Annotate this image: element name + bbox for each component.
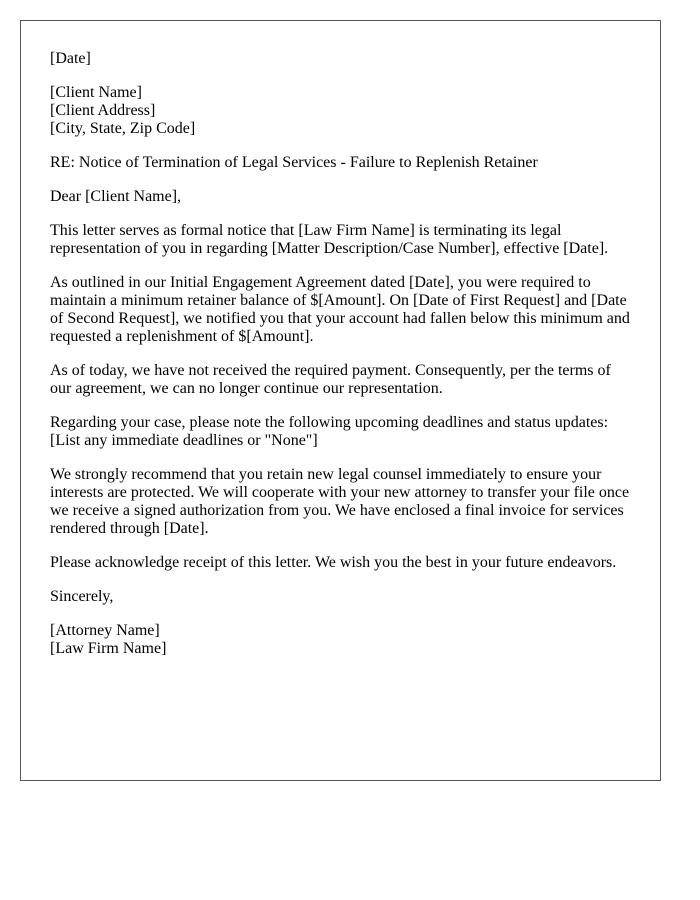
- client-address-block: [50, 84, 632, 138]
- client-city-state-zip: [City, State, Zip Code]: [50, 120, 196, 137]
- letter-date: [Date]: [50, 50, 91, 67]
- signature-block: [50, 622, 632, 658]
- body-paragraph: As outlined in our Initial Engagement Agreement dated [Date], you were required to maintain a minimum retainer balance of $[Amount]. On [Date of First Request] and [Date of Second Request], we notified you that your account had fallen below this minimum and requested a replenishment of $[Amount].: [50, 274, 630, 345]
- attorney-name: [Attorney Name]: [50, 622, 160, 639]
- body-paragraph: Please acknowledge receipt of this letter. We wish you the best in your future endeavors.: [50, 554, 617, 571]
- client-address: [Client Address]: [50, 102, 156, 119]
- closing: Sincerely,: [50, 588, 114, 605]
- subject-line: RE: Notice of Termination of Legal Services - Failure to Replenish Retainer: [50, 154, 538, 171]
- letter-page: [20, 20, 661, 781]
- deadlines-intro: Regarding your case, please note the following upcoming deadlines and status updates:: [50, 414, 609, 431]
- deadlines-paragraph: [50, 414, 632, 450]
- body-paragraph: As of today, we have not received the required payment. Consequently, per the terms of our agreement, we can no longer continue our representation.: [50, 362, 611, 397]
- deadlines-placeholder: [List any immediate deadlines or "None"]: [50, 432, 318, 449]
- client-name: [Client Name]: [50, 84, 142, 101]
- body-paragraph: We strongly recommend that you retain new legal counsel immediately to ensure your interests are protected. We will cooperate with your new attorney to transfer your file once we receive a signed authorization from you. We have enclosed a final invoice for services rendered through [Date].: [50, 466, 630, 537]
- salutation: Dear [Client Name],: [50, 188, 182, 205]
- law-firm-name: [Law Firm Name]: [50, 640, 167, 657]
- body-paragraph: This letter serves as formal notice that [Law Firm Name] is terminating its legal representation of you in regarding [Matter Description/Case Number], effective [Date].: [50, 222, 609, 257]
